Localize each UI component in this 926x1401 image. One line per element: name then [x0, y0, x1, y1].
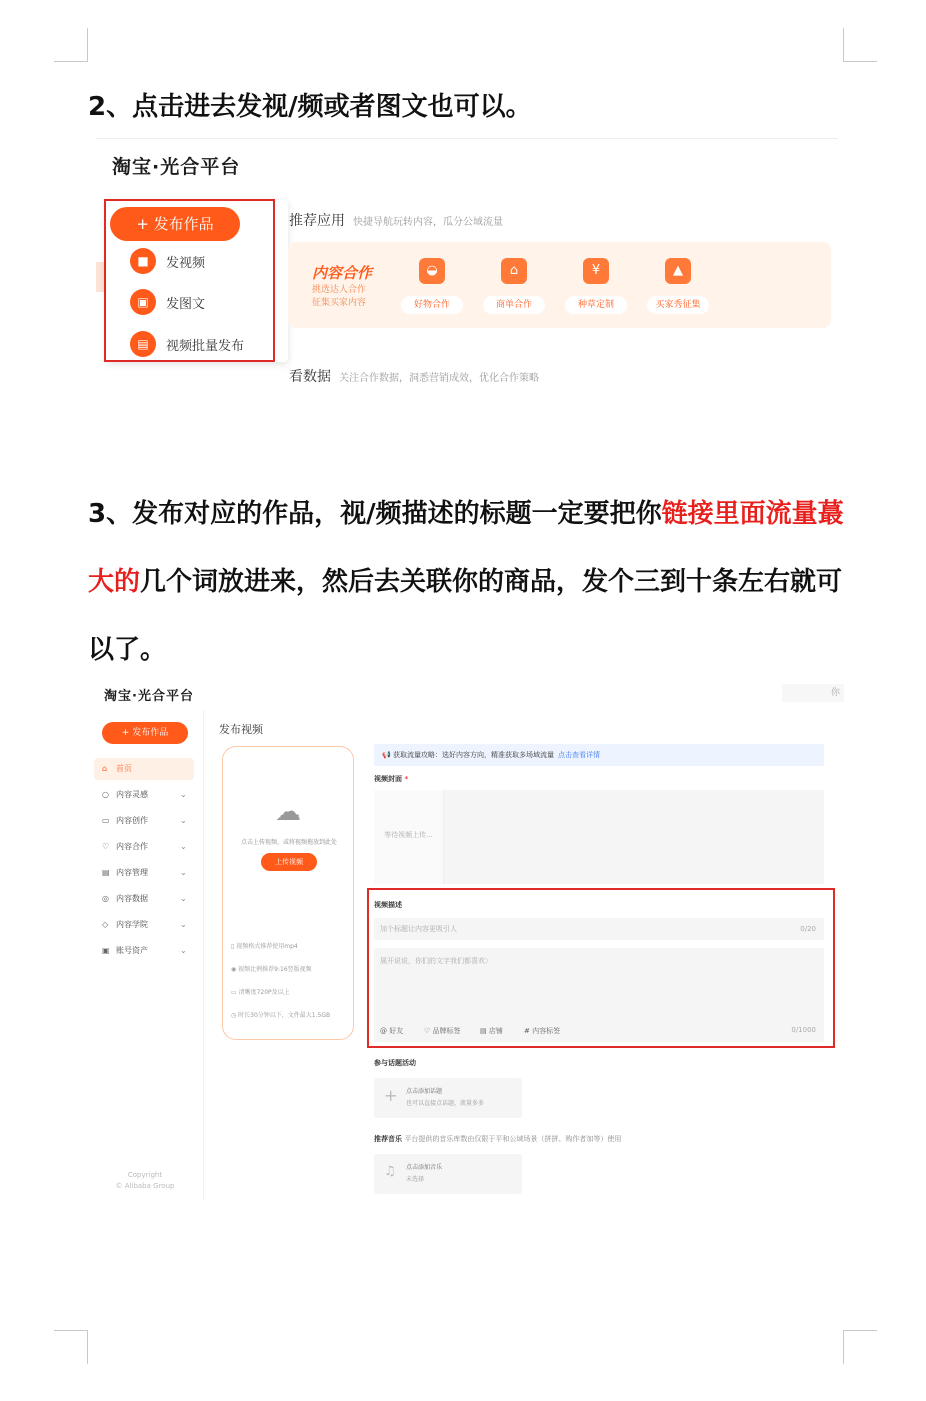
tile-label: 商单合作 — [483, 296, 545, 314]
cover-label-text: 视频封面 — [374, 775, 402, 783]
sidebar-item-label: 内容创作 — [116, 816, 148, 825]
notice-text: 获取流量攻略：选好内容方向，精准获取多场域流量 — [392, 751, 554, 759]
page-title: 发布视频 — [219, 723, 263, 736]
menu-item-label: 视频批量发布 — [166, 339, 245, 354]
wallet-icon: ▣ — [102, 946, 110, 955]
highlight-box — [104, 199, 275, 362]
cover-area[interactable] — [374, 790, 824, 884]
user-menu[interactable]: 你 — [782, 684, 844, 702]
recommend-section-title — [289, 210, 503, 230]
chart-icon: ◎ — [102, 894, 109, 903]
sidebar — [92, 710, 204, 1200]
coop-sub-line: 挑选达人合作 — [312, 285, 367, 295]
batch-upload-icon: ▤ — [130, 331, 156, 357]
cover-label — [374, 774, 408, 784]
platform-logo: 淘宝·光合平台 — [112, 156, 241, 178]
school-icon: ◇ — [102, 920, 109, 929]
music-label-text: 推荐音乐 — [374, 1135, 402, 1143]
platform-logo: 淘宝·光合平台 — [104, 689, 194, 704]
step-3-heading — [88, 480, 858, 684]
sidebar-item-management[interactable] — [94, 862, 194, 884]
notice-link[interactable]: 点击查看详情 — [557, 751, 600, 759]
body-placeholder: 展开说说，你们的文字我们都喜欢〉 — [380, 957, 492, 965]
tile-good-product[interactable] — [401, 258, 463, 318]
requirement-text: 清晰度720P及以上 — [238, 989, 290, 996]
add-topic-sub: 也可以直接点话题，流量多多 — [406, 1100, 485, 1107]
required-mark: * — [404, 775, 409, 783]
music-label — [374, 1134, 621, 1144]
shop-button[interactable]: ▤ 店铺 — [480, 1027, 503, 1035]
body-counter: 0/1000 — [791, 1026, 816, 1034]
requirement-item: ▭ 清晰度720P及以上 — [231, 989, 290, 996]
sidebar-item-label: 首页 — [116, 764, 132, 773]
add-topic-title: 点击添加话题 — [406, 1088, 443, 1095]
chevron-down-icon: ⌄ — [180, 868, 187, 877]
coop-title: 内容合作 — [312, 264, 373, 282]
video-upload-area[interactable] — [222, 746, 354, 1040]
mention-friend-button[interactable]: @ 好友 — [380, 1027, 404, 1035]
heading-text: 几个词放进来，然后去关联你的商品，发个三到十条左右就可以了。 — [88, 567, 843, 665]
screenshot-publish-menu — [96, 138, 838, 398]
picture-icon: ▲ — [665, 258, 691, 284]
requirement-text: 视频格式推荐使用mp4 — [236, 943, 298, 950]
chevron-down-icon: ⌄ — [180, 894, 187, 903]
chevron-down-icon: ⌄ — [180, 790, 187, 799]
sidebar-item-label: 内容管理 — [116, 868, 148, 877]
recommend-subtitle: 快捷导航玩转内容，瓜分公域流量 — [353, 217, 503, 228]
copyright-line: © Alibaba Group — [115, 1182, 175, 1190]
publish-button[interactable]: + 发布作品 — [110, 207, 240, 241]
store-icon: ⌂ — [501, 258, 527, 284]
coop-subtitle — [312, 284, 366, 310]
crop-mark-top-right — [843, 28, 877, 62]
plus-icon: + — [384, 1086, 398, 1105]
tile-label: 买家秀征集 — [647, 296, 709, 314]
music-subtitle: 平台提供的音乐库数由仅限于平和公域场景（拼拼、购作者加等）使用 — [404, 1135, 622, 1143]
data-subtitle: 关注合作数据，洞悉营销成效，优化合作策略 — [339, 373, 539, 384]
tile-label: 好物合作 — [401, 296, 463, 314]
chevron-down-icon: ⌄ — [180, 946, 187, 955]
traffic-tips-banner — [374, 744, 824, 766]
sidebar-item-label: 账号资产 — [116, 946, 148, 955]
sidebar-item-inspiration[interactable] — [94, 784, 194, 806]
requirement-text: 时长30分钟以下，文件最大1.5GB — [238, 1012, 331, 1019]
image-icon: ▣ — [130, 289, 156, 315]
tile-seeding-custom[interactable] — [565, 258, 627, 318]
data-title: 看数据 — [289, 369, 331, 385]
title-placeholder: 加个标题让内容更吸引人 — [380, 925, 457, 933]
requirement-text: 视频比例推荐9:16竖版视频 — [238, 966, 312, 973]
description-label: 视频描述 — [374, 901, 402, 909]
sidebar-item-academy[interactable] — [94, 914, 194, 936]
add-music-button[interactable] — [374, 1154, 522, 1194]
topic-label: 参与话题活动 — [374, 1059, 416, 1067]
chevron-down-icon: ⌄ — [180, 842, 187, 851]
screenshot-publish-video — [92, 680, 846, 1200]
music-note-icon: ♫ — [384, 1164, 396, 1179]
content-tag-button[interactable]: # 内容标签 — [524, 1027, 561, 1035]
bulb-icon: ○ — [102, 790, 109, 799]
folder-icon: ▤ — [102, 868, 110, 877]
crop-mark-bottom-left — [54, 1330, 88, 1364]
copyright — [110, 1170, 180, 1192]
copyright-line: Copyright — [127, 1171, 163, 1179]
step-2-heading: 2、点击进去发视/频或者图文也可以。 — [88, 92, 532, 122]
add-music-sub: 未选择 — [406, 1176, 425, 1183]
coop-sub-line: 征集买家内容 — [312, 298, 367, 308]
add-music-title: 点击添加音乐 — [406, 1164, 443, 1171]
edit-icon: ▭ — [102, 816, 110, 825]
title-counter: 0/20 — [800, 925, 816, 933]
cover-placeholder: 等待视频上传... — [374, 790, 444, 884]
data-section-title — [289, 366, 539, 386]
crop-mark-top-left — [54, 28, 88, 62]
video-camera-icon: ■ — [130, 248, 156, 274]
sidebar-item-label: 内容合作 — [116, 842, 148, 851]
home-icon: ⌂ — [102, 764, 108, 773]
upload-hint: 点击上传视频，或将视频拖放到此处 — [240, 839, 337, 846]
publish-button[interactable]: + 发布作品 — [102, 722, 188, 744]
recommend-title: 推荐应用 — [289, 213, 345, 229]
heading-highlight: 链接里面流量蕞大的 — [88, 499, 844, 597]
chevron-down-icon: ⌄ — [180, 816, 187, 825]
chevron-down-icon: ⌄ — [180, 920, 187, 929]
sidebar-item-home[interactable] — [94, 758, 194, 780]
highlight-box — [367, 888, 835, 1048]
requirement-item: ◉ 视频比例推荐9:16竖版视频 — [231, 966, 312, 973]
content-coop-card — [288, 242, 831, 328]
brand-tag-button[interactable]: ♡ 品牌标签 — [424, 1027, 461, 1035]
tile-label: 种草定制 — [565, 296, 627, 314]
requirement-item: ▯ 视频格式推荐使用mp4 — [231, 943, 298, 950]
sidebar-item-label: 内容灵感 — [116, 790, 148, 799]
sidebar-item-cooperation[interactable] — [94, 836, 194, 858]
tile-business-order[interactable] — [483, 258, 545, 318]
sidebar-item-label: 内容学院 — [116, 920, 148, 929]
menu-item-label: 发图文 — [166, 297, 206, 312]
upload-video-button[interactable]: 上传视频 — [261, 853, 317, 871]
menu-item-label: 发视频 — [166, 256, 206, 271]
requirement-item: ◷ 时长30分钟以下，文件最大1.5GB — [231, 1012, 331, 1019]
add-topic-button[interactable] — [374, 1078, 522, 1118]
tile-buyer-show[interactable] — [647, 258, 709, 318]
divider — [96, 138, 838, 139]
sidebar-item-data[interactable] — [94, 888, 194, 910]
handshake-icon: ♡ — [102, 842, 110, 851]
cloud-upload-icon: ☁ — [275, 797, 301, 827]
heading-text: 3、发布对应的作品，视/频描述的标题一定要把你 — [88, 499, 662, 529]
sidebar-item-label: 内容数据 — [116, 894, 148, 903]
crop-mark-bottom-right — [843, 1330, 877, 1364]
sidebar-item-account[interactable] — [94, 940, 194, 962]
bag-icon: ◒ — [419, 258, 445, 284]
megaphone-icon: 📢 — [382, 751, 391, 759]
sidebar-item-creation[interactable] — [94, 810, 194, 832]
money-bag-icon: ¥ — [583, 258, 609, 284]
